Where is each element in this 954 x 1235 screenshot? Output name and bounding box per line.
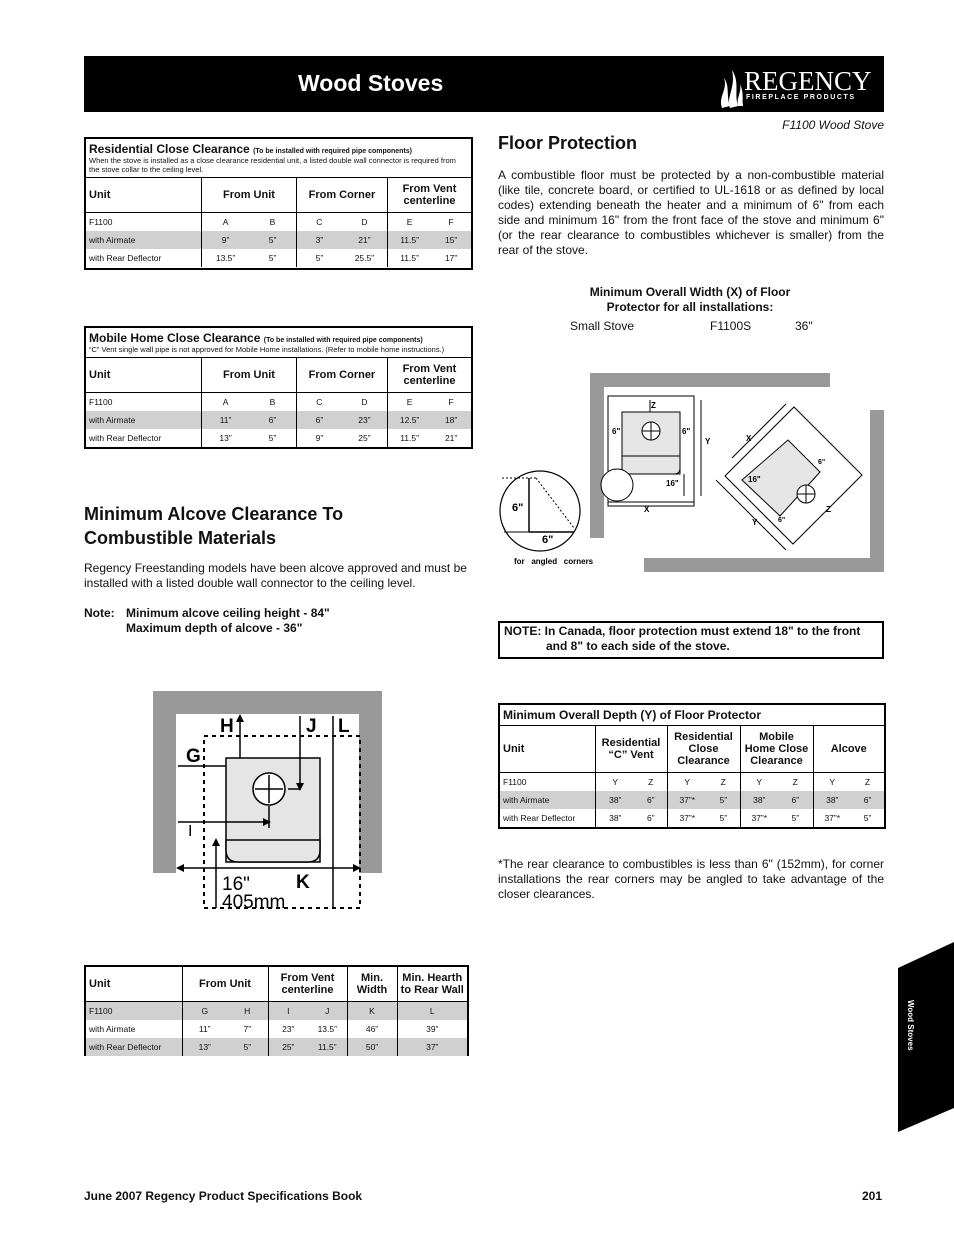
product-caption: F1100 Wood Stove [782, 118, 884, 132]
cell: 21” [358, 235, 371, 245]
label-16in: 16" [222, 874, 250, 895]
col-header: Residential “C” Vent [595, 726, 667, 773]
residential-title: Residential Close Clearance (To be installed with required pipe components) [89, 142, 413, 156]
table-row [86, 231, 471, 249]
cell: Y [595, 773, 635, 792]
col-header: From Vent centerline [387, 358, 471, 393]
cell: 11.5” [387, 231, 431, 249]
cell: D [361, 217, 368, 227]
floor-heading: Floor Protection [498, 133, 637, 153]
cell: F [448, 217, 454, 227]
cell: 38” [595, 809, 635, 827]
cell: 5” [719, 813, 728, 823]
cell: A [202, 393, 249, 412]
cell: 25” [358, 433, 371, 443]
alcove-table-box [84, 965, 469, 1056]
cell: F1100 [89, 1006, 113, 1016]
alcove-text: Regency Freestanding models have been alcove approved and must be installed with a listed double wall connector to the ceiling level. [84, 561, 467, 590]
col-header: From Vent centerline [387, 178, 471, 213]
cell: with Airmate [89, 1024, 136, 1034]
label-y: Y [705, 437, 711, 446]
cell: B [269, 397, 276, 407]
table-row [86, 1038, 467, 1056]
cell: E [387, 213, 431, 232]
detail-6in-side: 6" [512, 502, 524, 514]
cell: 38” [813, 791, 851, 809]
cell: B [269, 217, 276, 227]
width-title: Minimum Overall Width (X) of Floor Protector for all installations: [589, 285, 791, 314]
cell: 37”* [667, 791, 707, 809]
alcove-note-depth: Maximum depth of alcove - 36" [126, 621, 303, 635]
cell: 37”* [740, 809, 778, 827]
depth-title: Minimum Overall Depth (Y) of Floor Protector [503, 708, 762, 722]
cell: Z [864, 777, 871, 787]
table-row [500, 809, 884, 827]
label-i: I [188, 823, 193, 840]
brand-logo: REGENCY [744, 66, 872, 96]
depth-table [500, 725, 884, 827]
cell: F1100 [503, 777, 527, 787]
detail-6in-bottom: 6" [542, 534, 554, 546]
side-tab-label: Wood Stoves [906, 1000, 915, 1051]
label-6in-right: 6" [682, 427, 691, 436]
cell: 6” [646, 813, 655, 823]
cell: 5” [719, 795, 728, 805]
cell: Y [740, 773, 778, 792]
label-l: L [338, 716, 350, 737]
table-row [86, 1002, 467, 1021]
cell: 5” [268, 433, 277, 443]
cell: A [202, 213, 250, 232]
table-row [86, 429, 471, 447]
label-6in-left: 6" [612, 427, 621, 436]
cell: 38” [595, 791, 635, 809]
label-16in-angled: 16" [748, 475, 761, 484]
cell: 23” [268, 1020, 308, 1038]
cell: 5” [268, 253, 277, 263]
label-j: J [306, 716, 317, 737]
cell: 3” [296, 231, 341, 249]
cell: 18” [444, 415, 458, 425]
cell: 6” [268, 415, 277, 425]
width-row-value: 36" [795, 319, 813, 333]
residential-table [86, 177, 471, 267]
cell: Z [648, 777, 654, 787]
label-y-angled: Y [752, 518, 758, 527]
cell: G [182, 1002, 227, 1021]
corner-label: for angled corners [514, 557, 594, 566]
cell: 11.5” [387, 429, 431, 447]
col-header: Min. Hearth to Rear Wall [397, 967, 467, 1002]
mobile-title: Mobile Home Close Clearance (To be installed with required pipe components) [89, 331, 423, 345]
cell: with Rear Deflector [89, 253, 162, 263]
canada-note: NOTE: In Canada, floor protection must extend 18" to the front and 8" to each side of the stove. [498, 621, 884, 659]
col-header: From Vent centerline [268, 967, 347, 1002]
cell: with Rear Deflector [89, 1042, 162, 1052]
cell: D [361, 397, 368, 407]
flame-logo-icon [716, 60, 746, 110]
cell: 11” [182, 1020, 227, 1038]
cell: 6” [646, 795, 655, 805]
cell: 5” [268, 235, 277, 245]
cell: 5” [243, 1042, 252, 1052]
cell: 37”* [667, 809, 707, 827]
cell: C [296, 393, 342, 412]
cell: E [387, 393, 431, 412]
col-header: Mobile Home Close Clearance [740, 726, 813, 773]
mobile-table [86, 357, 471, 447]
table-row [86, 213, 471, 232]
col-header: From Unit [202, 358, 297, 393]
cell: 25” [268, 1038, 308, 1056]
cell: L [397, 1002, 467, 1021]
cell: 7” [243, 1024, 252, 1034]
cell: 50” [347, 1038, 397, 1056]
cell: K [347, 1002, 397, 1021]
col-header: Alcove [813, 726, 884, 773]
label-z: Z [651, 401, 656, 410]
floor-protection-diagram [496, 370, 886, 575]
cell: F1100 [89, 397, 113, 407]
cell: F1100 [89, 217, 113, 227]
table-row [500, 791, 884, 809]
page-number: 201 [862, 1189, 883, 1203]
alcove-note-label: Note: [84, 606, 115, 620]
cell: H [244, 1006, 251, 1016]
col-header: From Corner [296, 358, 387, 393]
brand-logo-sub: FIREPLACE PRODUCTS [746, 94, 856, 101]
cell: 9” [296, 429, 342, 447]
cell: 13” [182, 1038, 227, 1056]
cell: with Airmate [89, 415, 136, 425]
label-x-angled: X [746, 434, 752, 443]
alcove-table [86, 967, 467, 1056]
cell: 11.5” [387, 249, 431, 267]
cell: Z [720, 777, 726, 787]
cell: 9” [202, 231, 250, 249]
cell: 11” [202, 411, 249, 429]
label-x: X [644, 505, 650, 514]
residential-note: When the stove is installed as a close clearance residential unit, a listed double wall connector is required from the stove collar to the ceiling level. [89, 156, 456, 174]
cell: 23” [358, 415, 371, 425]
cell: 13” [202, 429, 249, 447]
table-row [86, 393, 471, 412]
table-row [86, 249, 471, 267]
label-6in-angled-front: 6" [778, 517, 786, 524]
cell: 17” [444, 253, 458, 263]
label-405mm: 405mm [222, 892, 286, 913]
residential-clearance-box [84, 137, 473, 270]
side-tab [896, 940, 954, 1135]
table-row [500, 773, 884, 792]
cell: Z [792, 777, 798, 787]
floor-text: A combustible floor must be protected by a non-combustible material (like tile, concrete board, or certified to UL-1618 or as defined by local codes) extending beneath the heater and a minimum of 6" from each side and minimum 16" from the front face of the stove and minimum 6" (or the rear clearance to combustibles whichever is smaller) from the rear of the stove. [498, 168, 884, 257]
table-row [86, 1020, 467, 1038]
cell: 38” [740, 791, 778, 809]
cell: 6” [863, 795, 872, 805]
label-h: H [220, 716, 234, 737]
col-header: From Unit [182, 967, 268, 1002]
cell: 21” [444, 433, 458, 443]
col-header: Unit [86, 358, 202, 393]
col-header: Unit [500, 726, 595, 773]
col-header: Residential Close Clearance [667, 726, 740, 773]
footnote: *The rear clearance to combustibles is less than 6" (152mm), for corner installations the rear corners may be angled to take advantage of the closer clearances. [498, 857, 884, 901]
depth-table-box [498, 703, 886, 829]
label-6in-angled: 6" [818, 459, 826, 466]
cell: with Rear Deflector [89, 433, 162, 443]
label-16in: 16" [666, 479, 679, 488]
cell: Y [667, 773, 707, 792]
col-header: Unit [86, 178, 202, 213]
alcove-diagram [150, 688, 385, 913]
col-header: Unit [86, 967, 182, 1002]
label-z-angled: Z [826, 505, 831, 514]
alcove-heading: Minimum Alcove Clearance To Combustible Materials [84, 504, 344, 548]
cell: Y [813, 773, 851, 792]
cell: 15” [444, 235, 458, 245]
label-k: K [296, 872, 310, 893]
cell: 13.5” [317, 1024, 337, 1034]
mobile-clearance-box [84, 326, 473, 449]
cell: I [268, 1002, 308, 1021]
col-header: From Corner [296, 178, 387, 213]
cell: 46” [347, 1020, 397, 1038]
cell: with Airmate [503, 795, 550, 805]
cell: 39” [397, 1020, 467, 1038]
table-row [86, 411, 471, 429]
cell: 13.5” [202, 249, 250, 267]
cell: 37” [397, 1038, 467, 1056]
footer-text: June 2007 Regency Product Specifications Book [84, 1189, 363, 1203]
width-row-name: Small Stove [570, 319, 635, 333]
cell: F [448, 397, 454, 407]
cell: 5” [791, 813, 800, 823]
cell: with Airmate [89, 235, 136, 245]
width-row-model: F1100S [710, 319, 752, 333]
cell: C [296, 213, 341, 232]
cell: 37”* [813, 809, 851, 827]
cell: 6” [791, 795, 800, 805]
label-g: G [186, 746, 201, 767]
cell: 5” [296, 249, 341, 267]
cell: 25.5” [354, 253, 375, 263]
page-title: Wood Stoves [298, 70, 444, 96]
cell: J [325, 1006, 330, 1016]
cell: 12.5” [387, 411, 431, 429]
cell: with Rear Deflector [503, 813, 576, 823]
col-header: Min. Width [347, 967, 397, 1002]
cell: 6” [296, 411, 342, 429]
col-header: From Unit [202, 178, 297, 213]
cell: 11.5” [317, 1042, 337, 1052]
alcove-note-height: Minimum alcove ceiling height - 84" [126, 606, 330, 620]
mobile-note: “C” Vent single wall pipe is not approved for Mobile Home installations. (Refer to mobile home instructions.) [89, 345, 445, 354]
cell: 5” [863, 813, 872, 823]
